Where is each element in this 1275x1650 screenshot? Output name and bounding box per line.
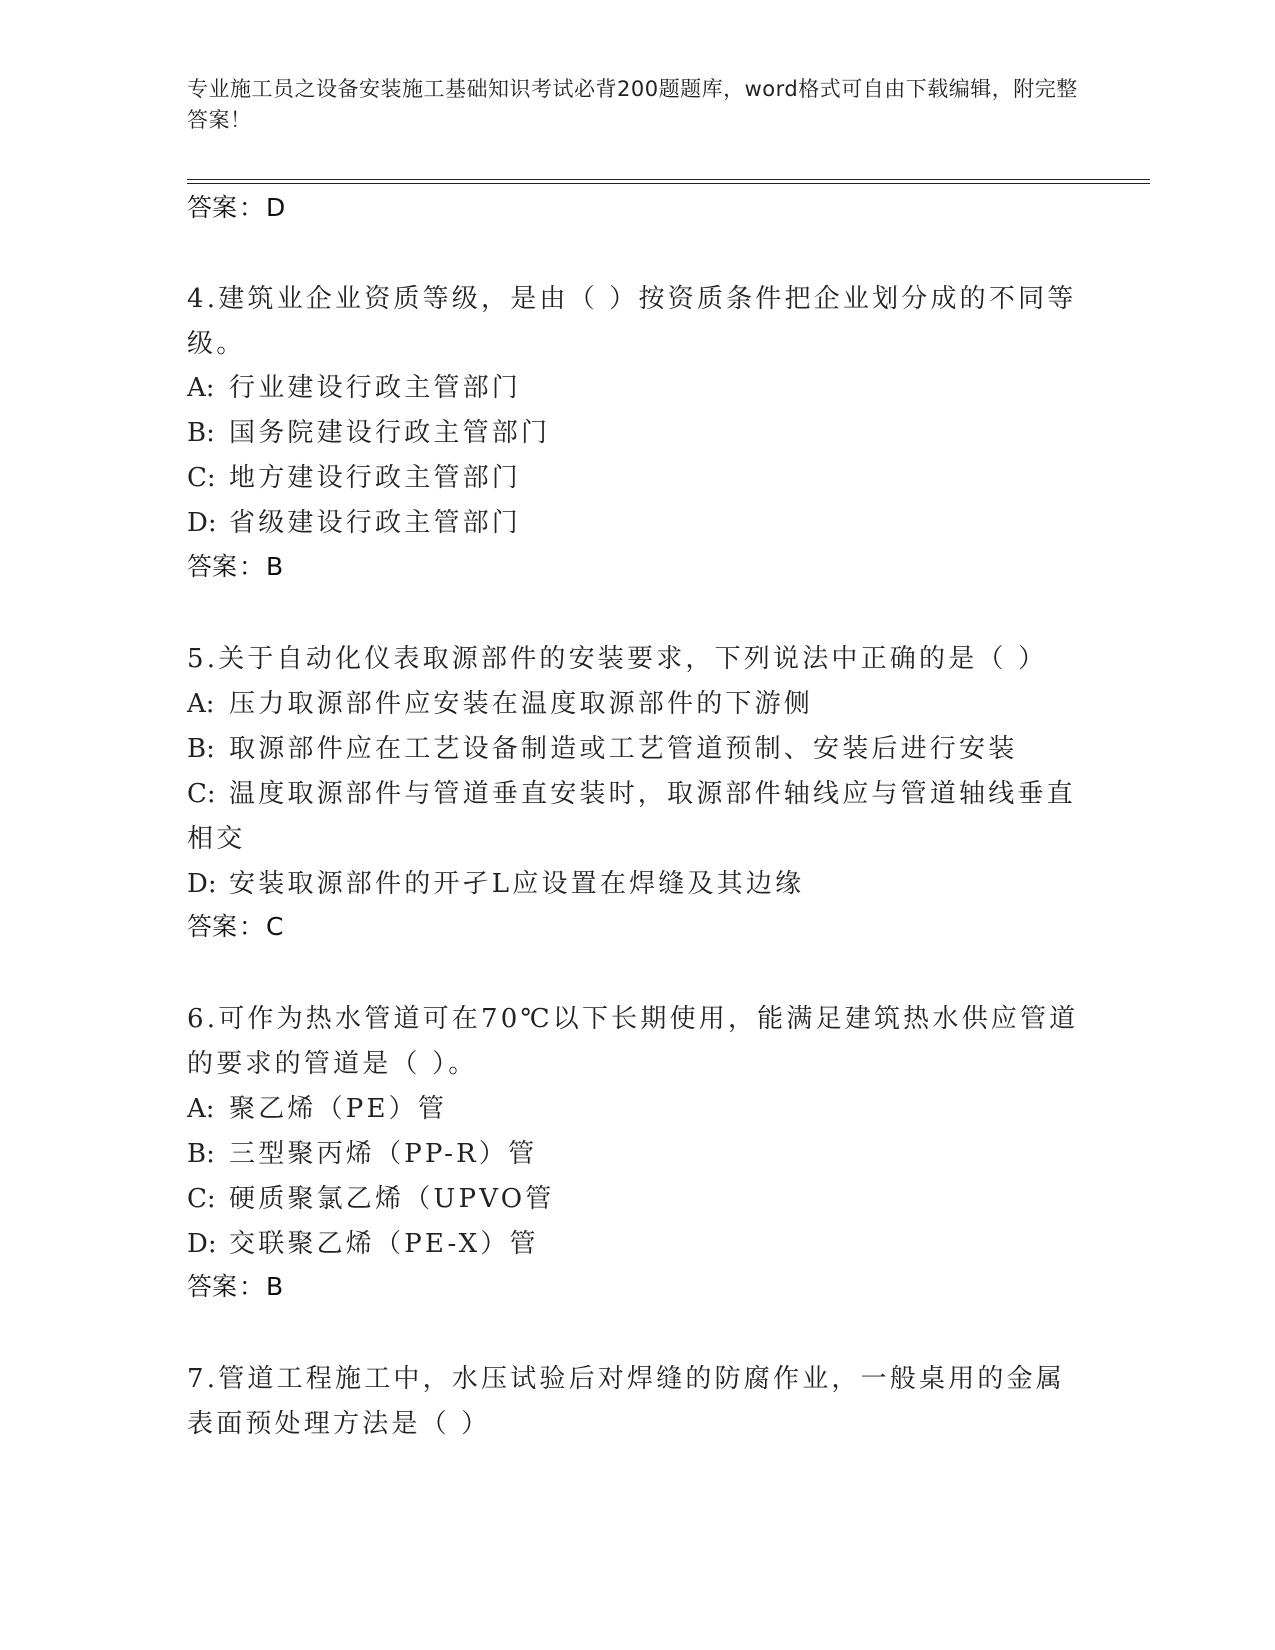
option-key: B: [187, 734, 215, 764]
question-5-option-d [187, 862, 1087, 907]
option-text: 地方建设行政主管部门 [229, 463, 522, 493]
option-text: 安装取源部件的开孑L应设置在焊缝及其边缘 [229, 869, 805, 899]
answer-value: B [266, 1272, 284, 1301]
answer-separator: ： [239, 1272, 265, 1301]
question-4-option-c [187, 456, 1087, 501]
answer-value: B [266, 552, 284, 581]
answer-line [187, 912, 284, 942]
option-key: C: [187, 1184, 216, 1214]
header-divider-bottom [187, 183, 1150, 184]
option-key: B: [187, 1139, 215, 1169]
question-4-option-d [187, 501, 1087, 546]
option-key: C: [187, 779, 216, 809]
answer-value: D [266, 193, 286, 222]
option-key: D: [187, 869, 217, 899]
option-text: 温度取源部件与管道垂直安装时，取源部件轴线应与管道轴线垂直相交 [187, 779, 1076, 854]
option-key: C: [187, 463, 216, 493]
answer-line [187, 1272, 283, 1302]
answer-value: C [266, 912, 284, 941]
question-5-option-b [187, 727, 1087, 772]
option-key: A: [187, 373, 215, 403]
question-6-option-c [187, 1177, 1087, 1222]
answer-separator: ： [239, 912, 265, 941]
option-key: A: [187, 689, 215, 719]
option-text: 取源部件应在工艺设备制造或工艺管道预制、安装后进行安装 [229, 734, 1018, 764]
option-text: 硬质聚氯乙烯（UPVO管 [229, 1184, 555, 1214]
option-key: A: [187, 1094, 215, 1124]
question-6-option-d [187, 1222, 1087, 1267]
option-key: B: [187, 418, 215, 448]
question-6-text: 6.可作为热水管道可在70℃以下长期使用，能满足建筑热水供应管道的要求的管道是（ ）。 [187, 1004, 1079, 1079]
question-7-text: 7.管道工程施工中，水压试验后对焊缝的防腐作业，一般桌用的金属表面预处理方法是（ ） [187, 1364, 1066, 1439]
option-text: 聚乙烯（PE）管 [229, 1094, 448, 1124]
answer-label: 答案 [187, 912, 238, 941]
question-5-text: 5.关于自动化仪表取源部件的安装要求，下列说法中正确的是（ ） [187, 644, 1048, 674]
answer-label: 答案 [187, 552, 238, 581]
question-6-option-a [187, 1087, 1087, 1132]
answer-label: 答案 [187, 1272, 238, 1301]
option-text: 交联聚乙烯（PE-X）管 [229, 1229, 539, 1259]
answer-separator: ： [239, 193, 265, 222]
option-key: D: [187, 508, 217, 538]
question-6-option-b [187, 1132, 1087, 1177]
option-text: 国务院建设行政主管部门 [229, 418, 551, 448]
answer-separator: ： [239, 552, 265, 581]
question-5-option-a [187, 682, 1087, 727]
option-key: D: [187, 1229, 217, 1259]
option-text: 三型聚丙烯（PP-R）管 [229, 1139, 538, 1169]
answer-line [187, 193, 285, 223]
question-4-text: 4.建筑业企业资质等级，是由（ ）按资质条件把企业划分成的不同等级。 [187, 284, 1077, 359]
option-text: 省级建设行政主管部门 [229, 508, 522, 538]
header-divider-top [187, 179, 1150, 180]
question-5-option-c [187, 772, 1087, 862]
answer-label: 答案 [187, 193, 238, 222]
question-4-option-a [187, 366, 1087, 411]
document-header: 专业施工员之设备安装施工基础知识考试必背200题题库，word格式可自由下载编辑，附完整答案！ [187, 77, 1078, 132]
option-text: 压力取源部件应安装在温度取源部件的下游侧 [229, 689, 814, 719]
question-4-option-b [187, 411, 1087, 456]
answer-line [187, 552, 283, 582]
option-text: 行业建设行政主管部门 [229, 373, 522, 403]
